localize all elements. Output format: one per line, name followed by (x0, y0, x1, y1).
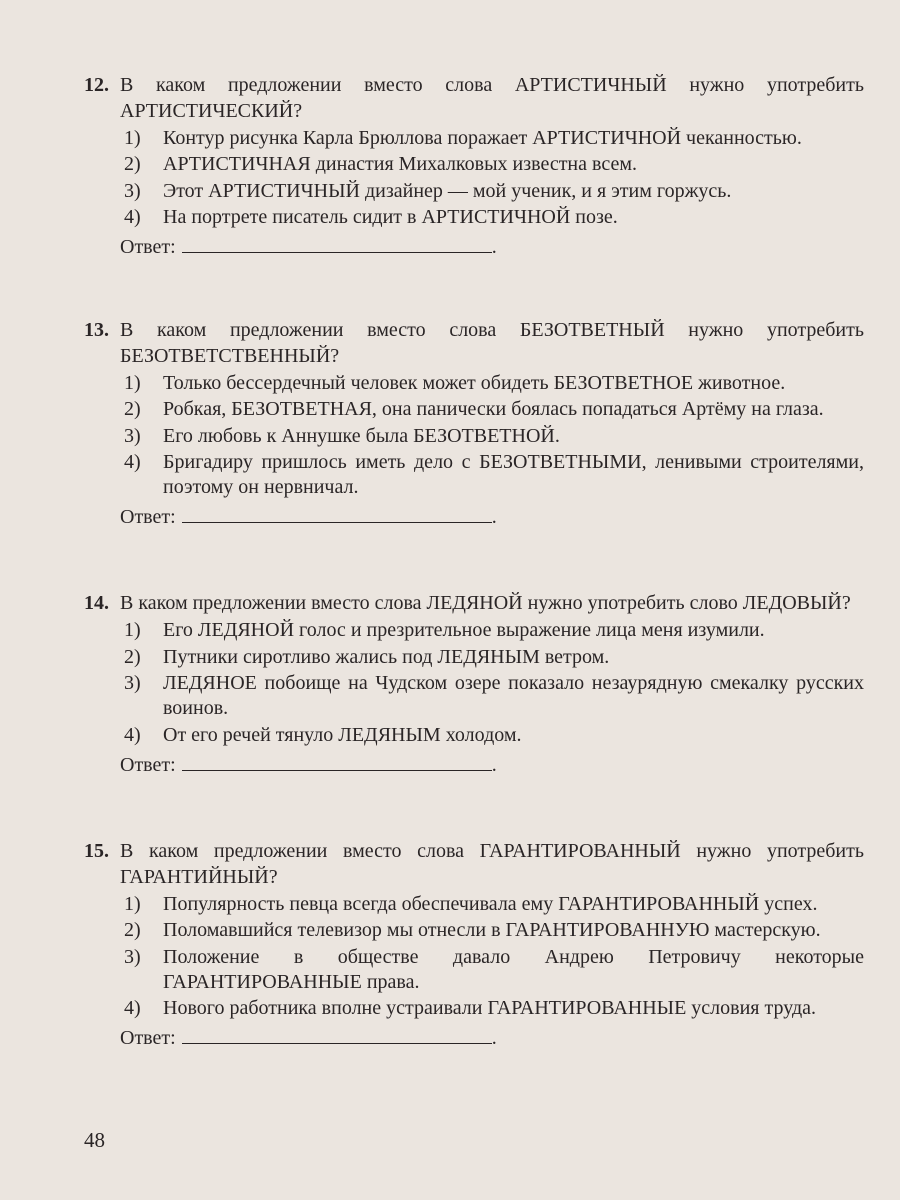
option-text: Путники сиротливо жались под ЛЕДЯНЫМ ветром. (163, 645, 610, 668)
answer-option (124, 152, 864, 177)
option-text: АРТИСТИЧНАЯ династия Михалковых известна всем. (163, 153, 637, 175)
option-number: 2) (124, 645, 141, 668)
option-text: Нового работника вполне устраивали ГАРАНТИРОВАННЫЕ условия труда. (163, 997, 817, 1019)
page-number: 48 (84, 1128, 105, 1152)
option-number: 3) (124, 179, 141, 202)
answer-label: Ответ: (120, 1027, 176, 1049)
answer-blank[interactable] (182, 234, 492, 253)
option-text: Бригадиру пришлось иметь дело с БЕЗОТВЕТНЫМИ, ленивыми строителями, поэтому он нервничал. (163, 451, 864, 498)
option-text: От его речей тянуло ЛЕДЯНЫМ холодом. (163, 723, 522, 746)
question-prompt: В каком предложении вместо слова БЕЗОТВЕТНЫЙ нужно употребить БЕЗОТВЕТСТВЕННЫЙ? (120, 319, 864, 367)
answer-label: Ответ: (120, 506, 176, 528)
option-number: 1) (124, 126, 141, 149)
question-number: 13. (84, 319, 109, 341)
option-number: 2) (124, 919, 141, 941)
answer-option (124, 424, 864, 449)
option-number: 4) (124, 723, 141, 746)
answer-option (124, 645, 864, 670)
question-number: 14. (84, 592, 109, 614)
answer-option (124, 892, 864, 917)
option-text: На портрете писатель сидит в АРТИСТИЧНОЙ позе. (163, 206, 618, 228)
option-text: Популярность певца всегда обеспечивала ему ГАРАНТИРОВАННЫЙ успех. (163, 892, 818, 915)
question-prompt: В каком предложении вместо слова АРТИСТИЧНЫЙ нужно употребить АРТИСТИЧЕСКИЙ? (120, 74, 864, 122)
question-block (84, 73, 864, 260)
question-number: 12. (84, 74, 109, 96)
question-text (84, 839, 864, 890)
option-number: 1) (124, 371, 141, 394)
option-number: 3) (124, 672, 141, 694)
option-number: 4) (124, 206, 141, 228)
option-text: ЛЕДЯНОЕ побоище на Чудском озере показало незаурядную смекалку русских воинов. (163, 672, 864, 719)
option-text: Положение в обществе давало Андрею Петровичу некоторые ГАРАНТИРОВАННЫЕ права. (163, 945, 864, 993)
answer-row: Ответ: . (120, 236, 497, 258)
answer-blank[interactable] (182, 752, 492, 771)
option-number: 4) (124, 997, 141, 1019)
answer-label: Ответ: (120, 753, 176, 776)
answer-blank[interactable] (182, 1025, 492, 1044)
option-text: Робкая, БЕЗОТВЕТНАЯ, она панически боялась попадаться Артёму на глаза. (163, 398, 824, 420)
option-text: Контур рисунка Карла Брюллова поражает АРТИСТИЧНОЙ чеканностью. (163, 126, 802, 149)
option-number: 3) (124, 945, 141, 968)
option-number: 4) (124, 451, 141, 473)
answer-option (124, 450, 864, 500)
answer-option (124, 371, 864, 396)
answer-row: Ответ: . (120, 1027, 497, 1049)
option-text: Его ЛЕДЯНОЙ голос и презрительное выражение лица меня изумили. (163, 619, 765, 641)
answer-option (124, 945, 864, 995)
option-text: Поломавшийся телевизор мы отнесли в ГАРАНТИРОВАННУЮ мастерскую. (163, 919, 821, 941)
option-number: 2) (124, 398, 141, 420)
question-block (84, 839, 864, 1051)
question-text (84, 318, 864, 369)
question-text (84, 591, 864, 617)
answer-option (124, 671, 864, 721)
question-block (84, 318, 864, 530)
answer-row: Ответ: . (120, 506, 497, 528)
option-text: Только бессердечный человек может обидеть БЕЗОТВЕТНОЕ животное. (163, 371, 786, 394)
answer-blank[interactable] (182, 504, 492, 523)
option-text: Его любовь к Аннушке была БЕЗОТВЕТНОЙ. (163, 424, 560, 447)
option-number: 1) (124, 892, 141, 915)
answer-option (124, 996, 864, 1021)
answer-option (124, 918, 864, 943)
answer-option (124, 397, 864, 422)
question-text (84, 73, 864, 124)
option-number: 3) (124, 424, 141, 447)
answer-label: Ответ: (120, 236, 176, 258)
option-number: 2) (124, 153, 141, 175)
answer-option (124, 723, 864, 748)
question-number: 15. (84, 840, 109, 862)
question-prompt: В каком предложении вместо слова ЛЕДЯНОЙ нужно употребить слово ЛЕДОВЫЙ? (120, 592, 851, 614)
option-number: 1) (124, 619, 141, 641)
option-text: Этот АРТИСТИЧНЫЙ дизайнер — мой ученик, и я этим горжусь. (163, 179, 732, 202)
answer-option (124, 205, 864, 230)
answer-option (124, 179, 864, 204)
answer-row: Ответ: . (120, 753, 497, 776)
question-prompt: В каком предложении вместо слова ГАРАНТИРОВАННЫЙ нужно употребить ГАРАНТИЙНЫЙ? (120, 840, 864, 888)
question-block (84, 591, 864, 778)
answer-option (124, 618, 864, 643)
answer-option (124, 126, 864, 151)
